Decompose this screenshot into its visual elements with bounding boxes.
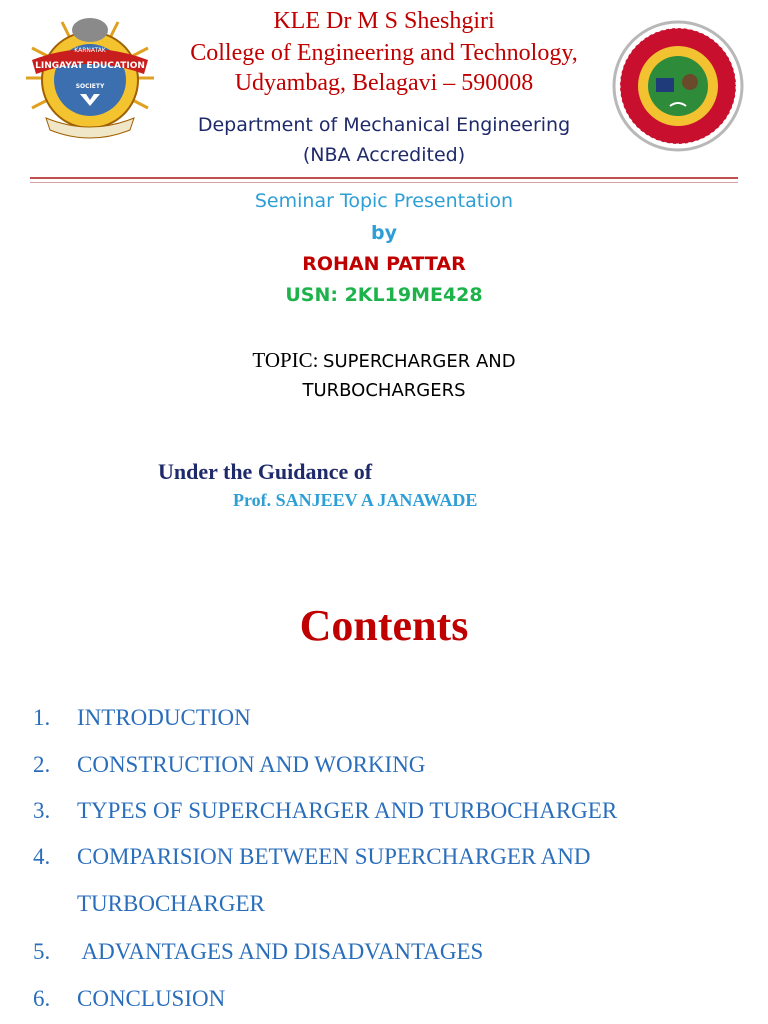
toc-item (33, 986, 225, 1012)
header-divider (30, 177, 738, 179)
toc-number: 2. (33, 752, 51, 777)
student-name: ROHAN PATTAR (302, 253, 466, 275)
college-name-line-1: KLE Dr M S Sheshgiri (273, 8, 495, 34)
student-usn: USN: 2KL19ME428 (285, 284, 483, 306)
toc-number: 4. (33, 844, 51, 869)
toc-item (33, 798, 617, 824)
emblem-top-text: KARNATAK (74, 47, 106, 54)
kle-society-emblem-icon (22, 8, 158, 144)
college-address: Udyambag, Belagavi – 590008 (234, 70, 534, 96)
header-divider-thin (30, 182, 738, 183)
toc-text: COMPARISION BETWEEN SUPERCHARGER AND (77, 844, 591, 869)
toc-text: CONSTRUCTION AND WORKING (77, 752, 426, 777)
guidance-label: Under the Guidance of (158, 459, 373, 484)
toc-text: INTRODUCTION (77, 705, 251, 730)
toc-item-continuation: TURBOCHARGER (77, 891, 265, 916)
toc-text: CONCLUSION (77, 986, 226, 1011)
toc-number: 6. (33, 986, 51, 1011)
topic-label: TOPIC: (252, 348, 319, 372)
department-name: Department of Mechanical Engineering (197, 114, 571, 136)
toc-item (33, 705, 251, 731)
topic-text-1: SUPERCHARGER AND (323, 351, 516, 372)
toc-item (33, 752, 425, 778)
by-label: by (371, 222, 397, 244)
seminar-heading: Seminar Topic Presentation (254, 190, 514, 212)
accreditation-badge: (NBA Accredited) (302, 144, 466, 166)
topic-line-2: TURBOCHARGERS (302, 380, 466, 401)
college-name-line-2: College of Engineering and Technology, (190, 40, 578, 66)
toc-item (33, 844, 591, 870)
toc-number: 3. (33, 798, 51, 823)
toc-number: 1. (33, 705, 51, 730)
emblem-society-text: SOCIETY (75, 83, 105, 90)
toc-text: TYPES OF SUPERCHARGER AND TURBOCHARGER (77, 798, 618, 823)
topic-line-1 (0, 348, 768, 373)
guide-name: Prof. SANJEEV A JANAWADE (233, 490, 478, 510)
toc-text: ADVANTAGES AND DISADVANTAGES (77, 939, 484, 964)
contents-title: Contents (299, 601, 469, 650)
emblem-banner-text: LINGAYAT EDUCATION (35, 61, 145, 71)
toc-item (33, 939, 483, 965)
toc-number: 5. (33, 939, 51, 964)
vtu-seal-icon (610, 18, 746, 154)
